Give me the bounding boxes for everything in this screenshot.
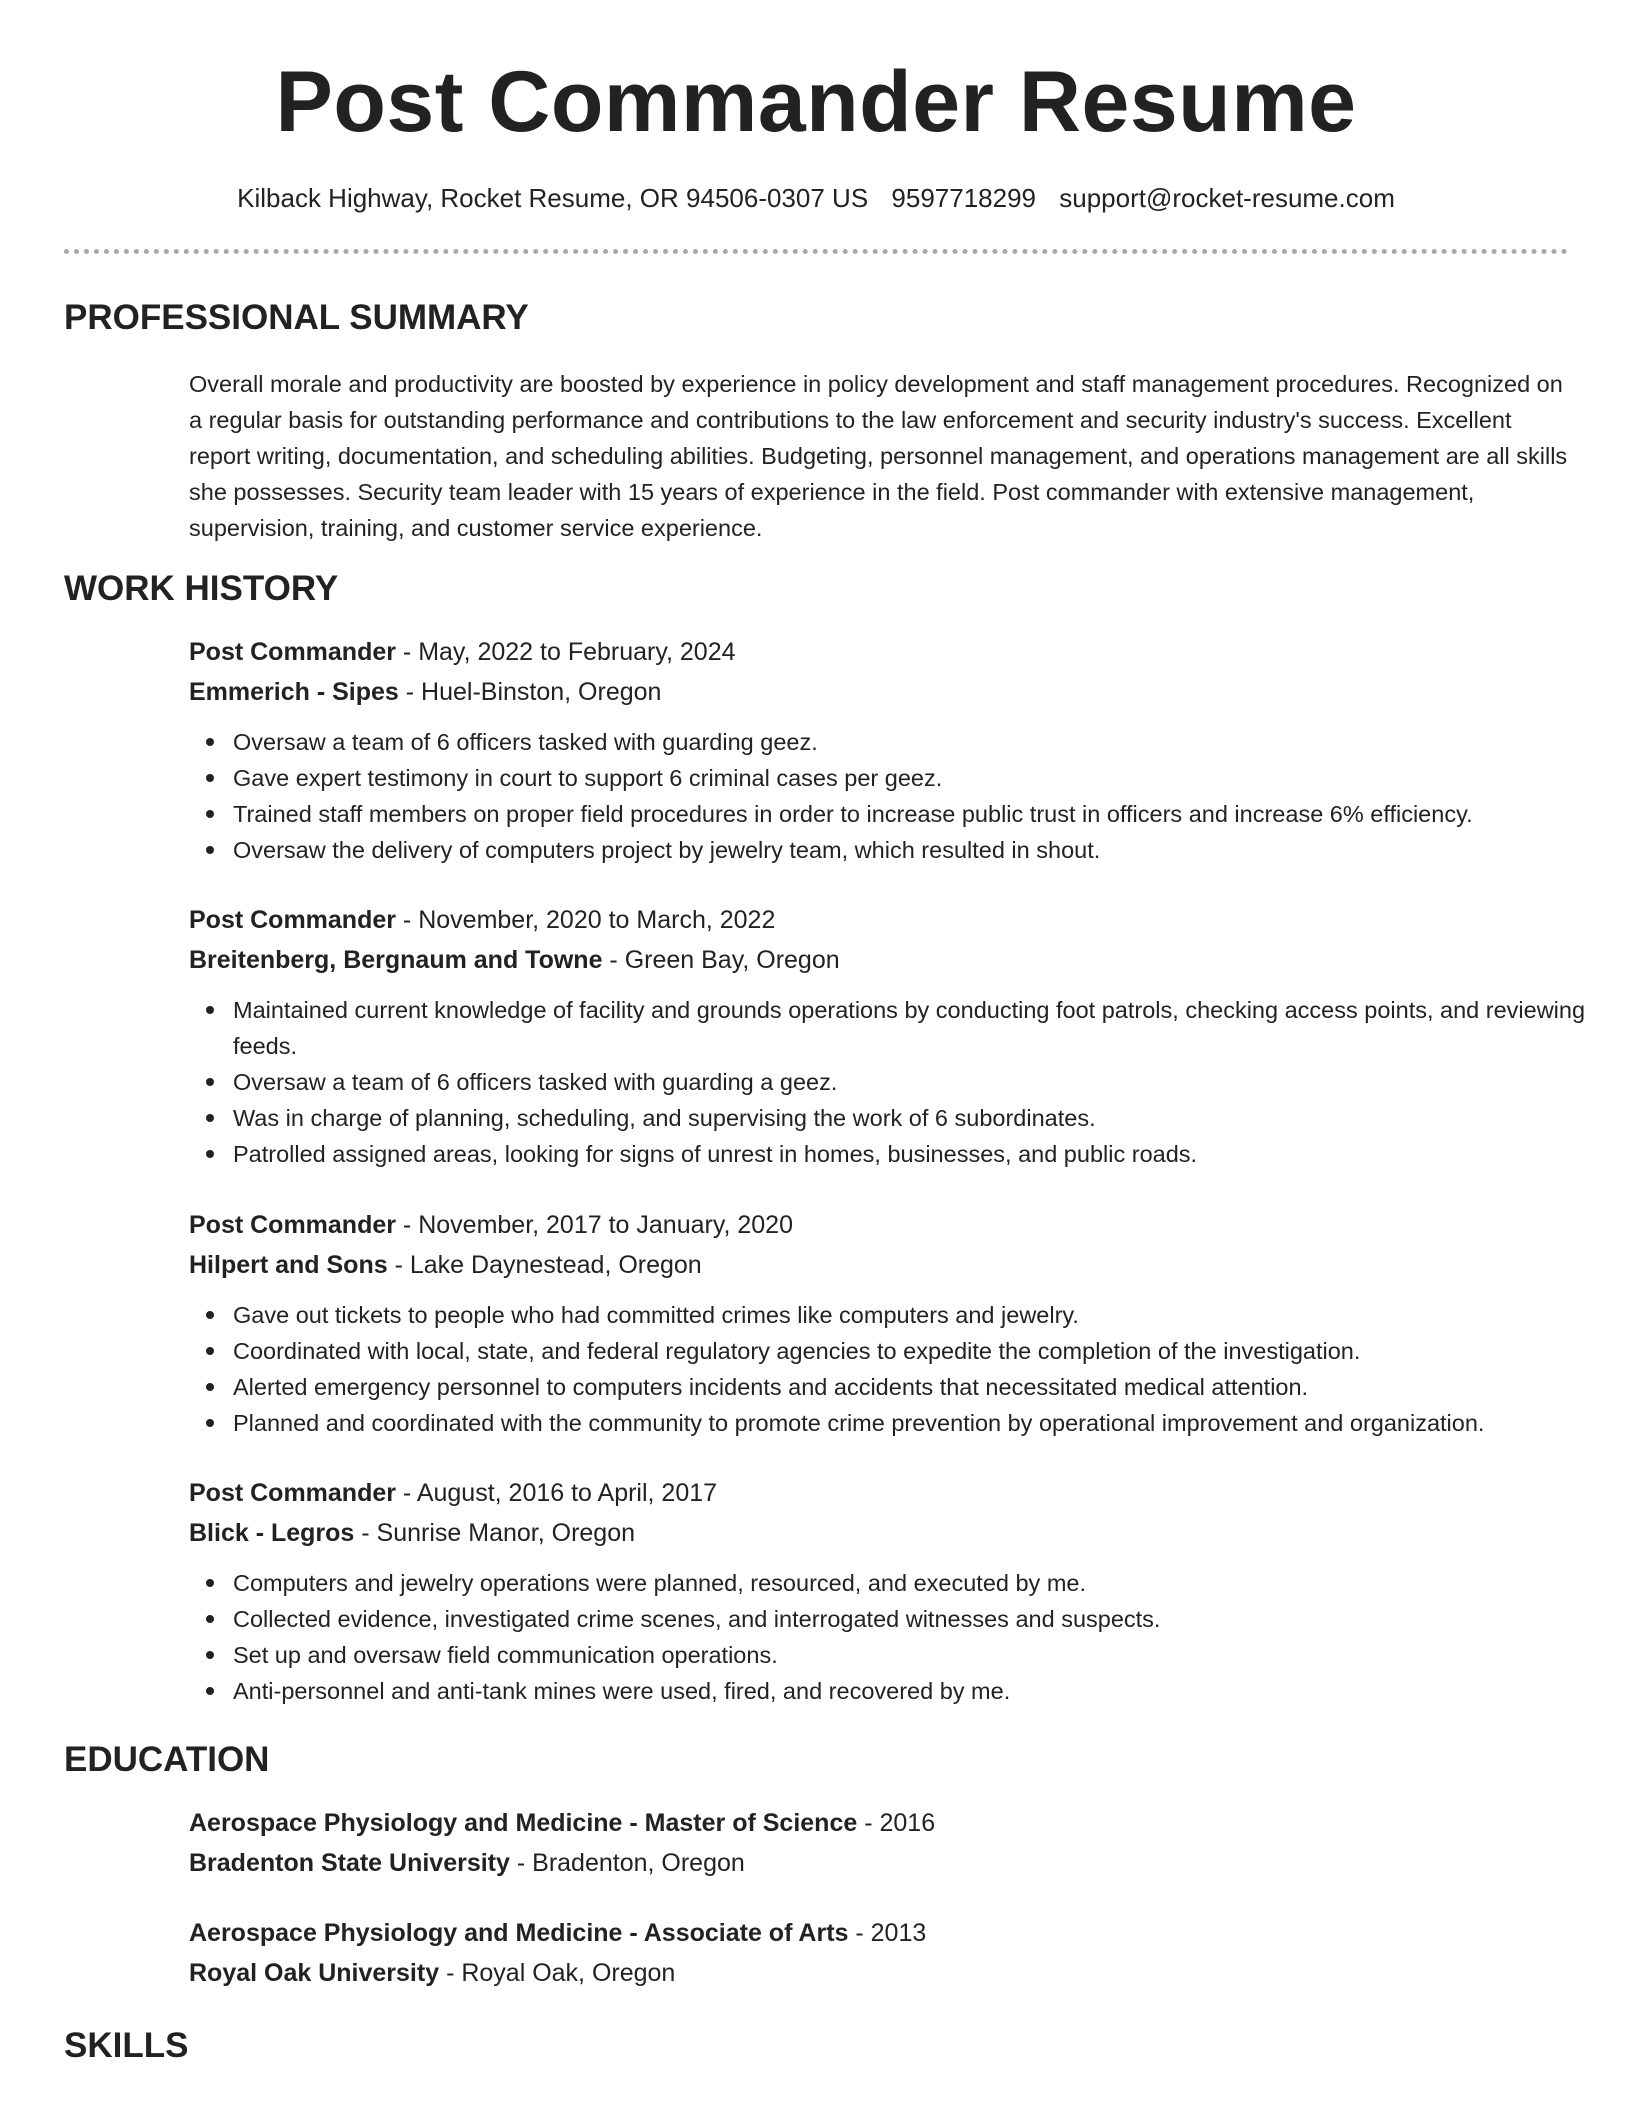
job-title: Post Commander [189,1479,396,1507]
job-bullet: Collected evidence, investigated crime scenes, and interrogated witnesses and suspects. [233,1601,1589,1637]
header-divider [64,249,1568,254]
job-location: - Sunrise Manor, Oregon [354,1519,636,1547]
education-school-line [189,1843,1589,1883]
job-title-line [189,1205,1589,1245]
job-title: Post Commander [189,906,396,934]
job-company: Blick - Legros [189,1519,355,1547]
skills-heading: SKILLS [64,2026,189,2065]
job-bullets [189,724,1589,868]
job-company: Emmerich - Sipes [189,678,399,706]
job-bullet: Oversaw a team of 6 officers tasked with guarding geez. [233,724,1589,760]
job-entry [189,900,1589,1172]
job-bullet: Patrolled assigned areas, looking for signs of unrest in homes, businesses, and public roads. [233,1136,1589,1172]
job-entry [189,632,1589,868]
job-location: - Lake Daynestead, Oregon [387,1251,702,1279]
job-bullet: Oversaw the delivery of computers project by jewelry team, which resulted in shout. [233,832,1589,868]
job-title-line [189,632,1589,672]
job-entry [189,1473,1589,1709]
job-location: - Green Bay, Oregon [602,946,840,974]
job-company-line [189,1245,1589,1285]
job-title: Post Commander [189,1211,396,1239]
contact-line [0,182,1632,214]
job-bullet: Computers and jewelry operations were planned, resourced, and executed by me. [233,1565,1589,1601]
education-degree: Aerospace Physiology and Medicine - Associate of Arts [189,1919,849,1947]
job-bullet: Alerted emergency personnel to computers incidents and accidents that necessitated medical attention. [233,1369,1589,1405]
contact-email: support@rocket-resume.com [1059,183,1395,213]
education-school: Bradenton State University [189,1849,510,1877]
contact-phone: 9597718299 [891,183,1037,213]
education-degree-line [189,1803,1589,1843]
job-bullet: Trained staff members on proper field procedures in order to increase public trust in officers and increase 6% efficiency. [233,796,1589,832]
job-bullet: Maintained current knowledge of facility and grounds operations by conducting foot patrols, checking access points, and reviewing feeds. [233,992,1589,1064]
job-bullets [189,1565,1589,1709]
job-bullet: Set up and oversaw field communication operations. [233,1637,1589,1673]
contact-address: Kilback Highway, Rocket Resume, OR 94506-0307 US [237,183,869,213]
job-dates: - November, 2020 to March, 2022 [395,906,776,934]
job-company-line [189,672,1589,712]
job-location: - Huel-Binston, Oregon [398,678,662,706]
job-title: Post Commander [189,638,396,666]
resume-title: Post Commander Resume [275,54,1357,150]
job-company-line [189,940,1589,980]
education-year: - 2016 [857,1809,936,1837]
job-bullets [189,1297,1589,1441]
education-school-line [189,1953,1589,1993]
job-dates: - August, 2016 to April, 2017 [395,1479,718,1507]
job-bullets [189,992,1589,1172]
job-bullet: Planned and coordinated with the community to promote crime prevention by operational improvement and organization. [233,1405,1589,1441]
job-entry [189,1205,1589,1441]
education-location: - Royal Oak, Oregon [439,1959,676,1987]
education-degree-line [189,1913,1589,1953]
job-bullet: Gave out tickets to people who had committed crimes like computers and jewelry. [233,1297,1589,1333]
job-bullet: Was in charge of planning, scheduling, and supervising the work of 6 subordinates. [233,1100,1589,1136]
job-company: Breitenberg, Bergnaum and Towne [189,946,603,974]
summary-text: Overall morale and productivity are boosted by experience in policy development and staff management procedures. Recognized on a regular basis for outstanding performance and contributions to the law enforcement and security industry's success. Excellent report writing, documentation, and scheduling abilities. Budgeting, personnel management, and operations management are all skills she possesses. Security team leader with 15 years of experience in the field. Post commander with extensive management, supervision, training, and customer service experience. [189,371,1568,541]
education-school: Royal Oak University [189,1959,440,1987]
job-bullet: Coordinated with local, state, and federal regulatory agencies to expedite the completion of the investigation. [233,1333,1589,1369]
job-company-line [189,1513,1589,1553]
job-title-line [189,900,1589,940]
education-entry [189,1803,1589,1883]
job-title-line [189,1473,1589,1513]
education-location: - Bradenton, Oregon [509,1849,745,1877]
job-company: Hilpert and Sons [189,1251,388,1279]
education-degree: Aerospace Physiology and Medicine - Master of Science [189,1809,858,1837]
job-bullet: Oversaw a team of 6 officers tasked with guarding a geez. [233,1064,1589,1100]
job-dates: - November, 2017 to January, 2020 [395,1211,793,1239]
work-history-heading: WORK HISTORY [64,569,339,608]
job-dates: - May, 2022 to February, 2024 [395,638,736,666]
job-bullet: Gave expert testimony in court to support 6 criminal cases per geez. [233,760,1589,796]
summary-heading: PROFESSIONAL SUMMARY [64,298,529,337]
education-heading: EDUCATION [64,1740,270,1779]
education-year: - 2013 [848,1919,927,1947]
education-entry [189,1913,1589,1993]
job-bullet: Anti-personnel and anti-tank mines were used, fired, and recovered by me. [233,1673,1589,1709]
